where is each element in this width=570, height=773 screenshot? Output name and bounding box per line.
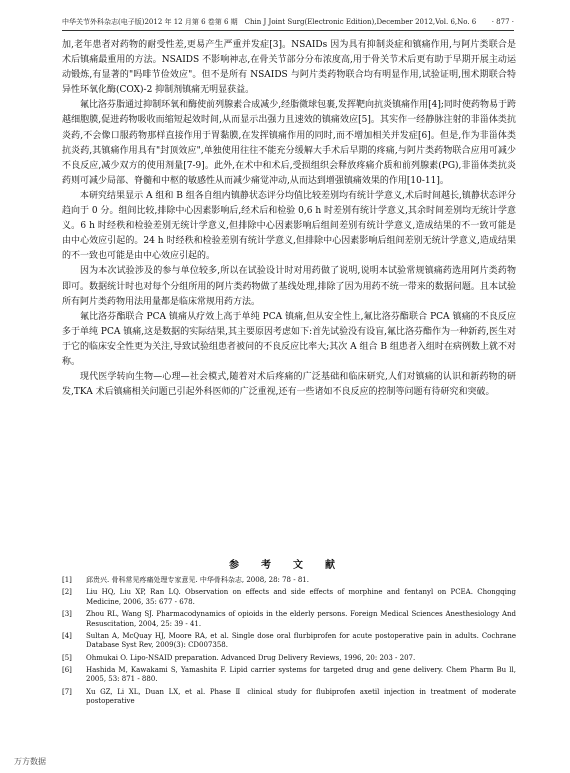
reference-number: [1] [62,576,72,584]
reference-list [62,576,516,709]
reference-item [62,588,516,607]
reference-item [62,666,516,685]
reference-item [62,632,516,651]
reference-number: [7] [62,687,72,696]
page-number: · 877 · [491,18,514,26]
reference-text: Xu GZ, Li XL, Duan LX, et al. Phase Ⅱ clinical study for flubiprofen axetil injection in treatment of moderate postoperative [86,687,516,706]
reference-text: Liu HQ, Liu XP, Ran LQ. Observation on effects and side effects of morphine and fentanyl on PCEA. Chongqing Medicine, 2006, 35: 677 - 678. [86,588,516,606]
references-heading: 参 考 文 献 [229,560,341,571]
paragraph: 氟比洛芬脂通过抑制环氧和酶使前列腺素合成减少,经脂微球包裹,发挥靶向抗炎镇痛作用[4];同时使药物易于跨越细胞膜,促进药物吸收而缩短起效时间,从而显示出强力且速效的镇痛效应[5]。其实作一经静脉注射的非甾体类抗炎药,不会像口服药物那样直接作用于胃黏膜,在发挥镇痛作用的同时,而不增加相关并发症[6]。但是,作为非甾体类抗炎药,其镇痛作用具有"封顶效应",单独使用往往不能充分缓解大手术后早期的疼痛,与阿片类药物联合应用可减少不良反应,减少双方的使用剂量[7-9]。此外,在术中和术后,受损组织会释放疼痛介质和前列腺素(PG),非甾体类抗炎药则可减少局部、脊髓和中枢的敏感性从而减少痛觉冲动,从而达到增强镇痛效果的作用[10-11]。 [62,100,516,186]
reference-number: [3] [62,609,72,618]
paragraph: 加,老年患者对药物的耐受性差,更易产生严重并发症[3]。NSAIDs 因为具有抑制炎症和镇痛作用,与阿片类联合是术后镇痛最重用的方法。NSAIDS 不影响神志,在骨关节部分分布浓度高,用于骨关节术后更有助于早期开展主动运动锻炼,有显著的"吗啡节俭效应"。但不是所有 NSAIDS 与阿片类药物联合均有明显作用,试验证明,围术期联合特异性环氧化酶(COX)-2 抑制剂镇痛无明显获益。 [62,40,516,96]
paragraph: 本研究结果显示 A 组和 B 组各自组内镇静状态评分均值比较差别均有统计学意义,术后时间越长,镇静状态评分趋向于 0 分。组间比较,排除中心因素影响后,经术后和检验 0,6 h 时差别有统计学意义,其余时间差别均无统计学意义。6 h 时经秩和检验差别无统计学意义,但排除中心因素影响后组间差别有统计学意义,造成结果的不一致可能是由中心效应引起的。24 h 时经秩和检验差别有统计学意义,但排除中心因素影响后组间差别无统计学意义,造成结果的不一致也可能是由中心效应引起的。 [62,190,516,262]
reference-item [62,654,516,664]
reference-item [62,576,516,586]
reference-text: Ohmukai O. Lipo-NSAID preparation. Advanced Drug Delivery Reviews, 1996, 20: 203 - 207. [86,653,416,662]
reference-text: Zhou RL, Wang SJ. Pharmacodynamics of opioids in the elderly persons. Foreign Medical Sciences Anesthesiology And Resuscitation, 2004, 25: 39 - 41. [86,609,516,628]
reference-text: Sultan A, McQuay HJ, Moore RA, et al. Single dose oral flurbiprofen for acute postoperative pain in adults. Cochrane Database Syst Rev, 2009(3): CD007358. [86,631,516,650]
reference-item [62,610,516,629]
body-text [62,38,516,400]
watermark: 万方数据 [14,757,46,766]
paragraph: 氟比洛芬酯联合 PCA 镇痛从疗效上高于单纯 PCA 镇痛,但从安全性上,氟比洛芬酯联合 PCA 镇痛的不良反应多于单纯 PCA 镇痛,这是数据的实际结果,其主要原因考虑如下:首先试验没有设盲,氟比洛芬酯作为一种新药,医生对于它的临床安全性更为关注,导致试验组患者被问的不良反应比率大;其次 A 组合 B 组患者入组时在病例数上就不对称。 [62,311,516,367]
paragraph: 现代医学转向生物—心理—社会模式,随着对术后疼痛的广泛基础和临床研究,人们对镇痛的认识和新药物的研发,TKA 术后镇痛相关问题已引起外科医师的广泛重视,还有一些诸如不良反应的控制等问题有待研究和突破。 [62,372,516,398]
reference-number: [6] [62,665,72,674]
reference-number: [4] [62,631,72,640]
reference-text: 邱贵兴. 骨科常见疼痛处理专家意见. 中华骨科杂志, 2008, 28: 78 - 81. [86,576,309,584]
header-rule [62,30,514,31]
paragraph: 因为本次试验涉及的参与单位较多,所以在试验设计时对用药做了说明,说明本试验常规镇痛药选用阿片类药物即可。数据统计时也对每个分组所用的阿片类药物做了基线处理,排除了因为用药不统一带来的数据问题。且本试验所有阿片类药物用法用量都是临床常规用药方法。 [62,266,516,307]
reference-number: [2] [62,588,72,597]
reference-text: Hashida M, Kawakami S, Yamashita F. Lipid carrier systems for targeted drug and gene delivery. Chem Pharm Bu ll, 2005, 53: 871 - 880. [86,665,516,684]
reference-number: [5] [62,653,72,662]
journal-citation-header: 中华关节外科杂志(电子版)2012 年 12 月第 6 卷第 6 期 Chin J Joint Surg(Electronic Edition),December 2012,Vol. 6,No. 6 [62,18,477,26]
reference-item [62,688,516,707]
